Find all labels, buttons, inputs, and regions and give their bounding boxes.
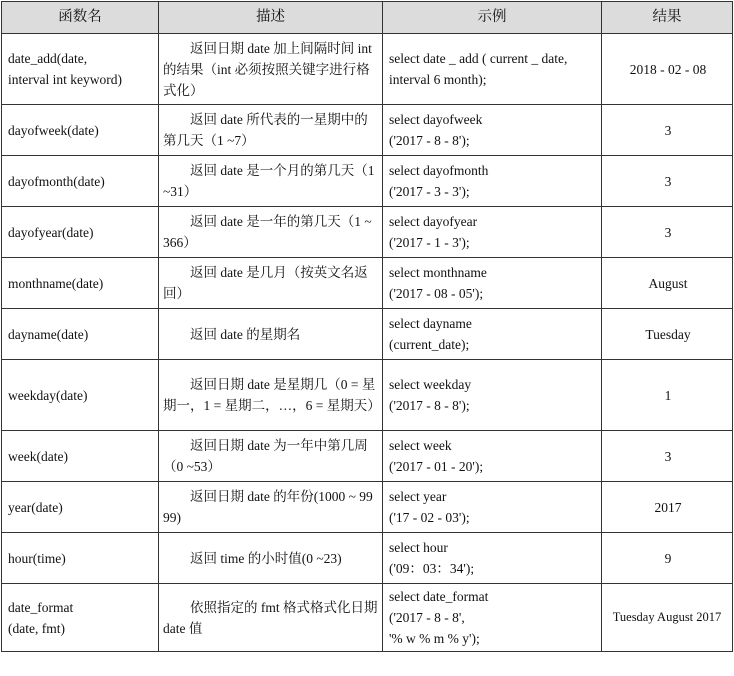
example-line: ('2017 - 1 - 3'); [389, 235, 470, 250]
example-cell [383, 533, 602, 584]
result-cell: 3 [602, 156, 733, 207]
result-cell: August [602, 258, 733, 309]
description-cell: 返回 date 是一年的第几天（1 ~366） [159, 207, 383, 258]
function-name-line: date_add(date, [8, 51, 88, 66]
example-cell [383, 584, 602, 652]
result-cell: 2017 [602, 482, 733, 533]
table-row [2, 584, 733, 652]
example-line: select dayofmonth [389, 163, 489, 178]
result-cell: Tuesday August 2017 [602, 584, 733, 652]
example-line: select dayname [389, 316, 472, 331]
example-cell [383, 34, 602, 105]
table-row [2, 309, 733, 360]
result-cell: 9 [602, 533, 733, 584]
function-name-cell: year(date) [2, 482, 159, 533]
example-cell [383, 482, 602, 533]
example-cell [383, 309, 602, 360]
example-line: select date _ add ( current _ date, [389, 51, 568, 66]
description-cell: 返回 date 是几月（按英文名返回） [159, 258, 383, 309]
result-cell: Tuesday [602, 309, 733, 360]
example-cell [383, 156, 602, 207]
example-line: select week [389, 438, 452, 453]
description-cell: 返回日期 date 是星期几（0 = 星期一，1 = 星期二，…，6 = 星期天） [159, 360, 383, 431]
function-name-cell: hour(time) [2, 533, 159, 584]
function-name-cell [2, 584, 159, 652]
header-description: 描述 [159, 2, 383, 34]
example-line: interval 6 month); [389, 72, 487, 87]
function-name-cell: week(date) [2, 431, 159, 482]
example-line: ('2017 - 8 - 8'); [389, 133, 470, 148]
result-cell: 3 [602, 431, 733, 482]
header-function-name: 函数名 [2, 2, 159, 34]
table-row [2, 431, 733, 482]
description-cell: 返回 date 的星期名 [159, 309, 383, 360]
function-name-cell: monthname(date) [2, 258, 159, 309]
example-line: '% w % m % y'); [389, 631, 480, 646]
result-cell: 2018 - 02 - 08 [602, 34, 733, 105]
example-line: (current_date); [389, 337, 470, 352]
table-row [2, 156, 733, 207]
example-cell [383, 360, 602, 431]
table-row [2, 34, 733, 105]
result-cell: 3 [602, 207, 733, 258]
example-line: select monthname [389, 265, 487, 280]
function-name-line: (date, fmt) [8, 620, 65, 636]
example-line: select hour [389, 540, 448, 555]
example-cell [383, 258, 602, 309]
description-cell: 返回日期 date 为一年中第几周（0 ~53） [159, 431, 383, 482]
example-line: ('2017 - 8 - 8', [389, 610, 465, 625]
function-name-cell: dayname(date) [2, 309, 159, 360]
function-name-line: date_format [8, 599, 74, 615]
description-cell: 返回 time 的小时值(0 ~23) [159, 533, 383, 584]
example-cell [383, 431, 602, 482]
description-cell: 返回 date 所代表的一星期中的第几天（1 ~7） [159, 105, 383, 156]
description-cell: 返回日期 date 的年份(1000 ~ 9999) [159, 482, 383, 533]
header-row [2, 2, 733, 34]
table-row [2, 258, 733, 309]
description-cell: 返回日期 date 加上间隔时间 int 的结果（int 必须按照关键字进行格式化） [159, 34, 383, 105]
example-cell [383, 105, 602, 156]
example-line: select date_format [389, 589, 489, 604]
function-name-line: interval int keyword) [8, 72, 122, 87]
example-line: select year [389, 489, 447, 504]
example-line: ('2017 - 08 - 05'); [389, 286, 484, 301]
description-cell: 依照指定的 fmt 格式格式化日期 date 值 [159, 584, 383, 652]
table-row [2, 207, 733, 258]
result-cell: 3 [602, 105, 733, 156]
header-result: 结果 [602, 2, 733, 34]
date-function-table [1, 1, 733, 652]
function-name-cell: weekday(date) [2, 360, 159, 431]
function-name-cell [2, 34, 159, 105]
example-line: ('09：03：34'); [389, 561, 475, 576]
example-line: select dayofyear [389, 214, 478, 229]
result-cell: 1 [602, 360, 733, 431]
example-cell [383, 207, 602, 258]
table-row [2, 482, 733, 533]
example-line: ('17 - 02 - 03'); [389, 510, 470, 525]
function-name-cell: dayofmonth(date) [2, 156, 159, 207]
function-name-cell: dayofweek(date) [2, 105, 159, 156]
table-row [2, 105, 733, 156]
example-line: ('2017 - 01 - 20'); [389, 459, 484, 474]
example-line: select weekday [389, 377, 472, 392]
example-line: ('2017 - 3 - 3'); [389, 184, 470, 199]
description-cell: 返回 date 是一个月的第几天（1 ~31） [159, 156, 383, 207]
table-row [2, 360, 733, 431]
table-row [2, 533, 733, 584]
function-name-cell: dayofyear(date) [2, 207, 159, 258]
example-line: select dayofweek [389, 112, 483, 127]
example-line: ('2017 - 8 - 8'); [389, 398, 470, 413]
header-example: 示例 [383, 2, 602, 34]
